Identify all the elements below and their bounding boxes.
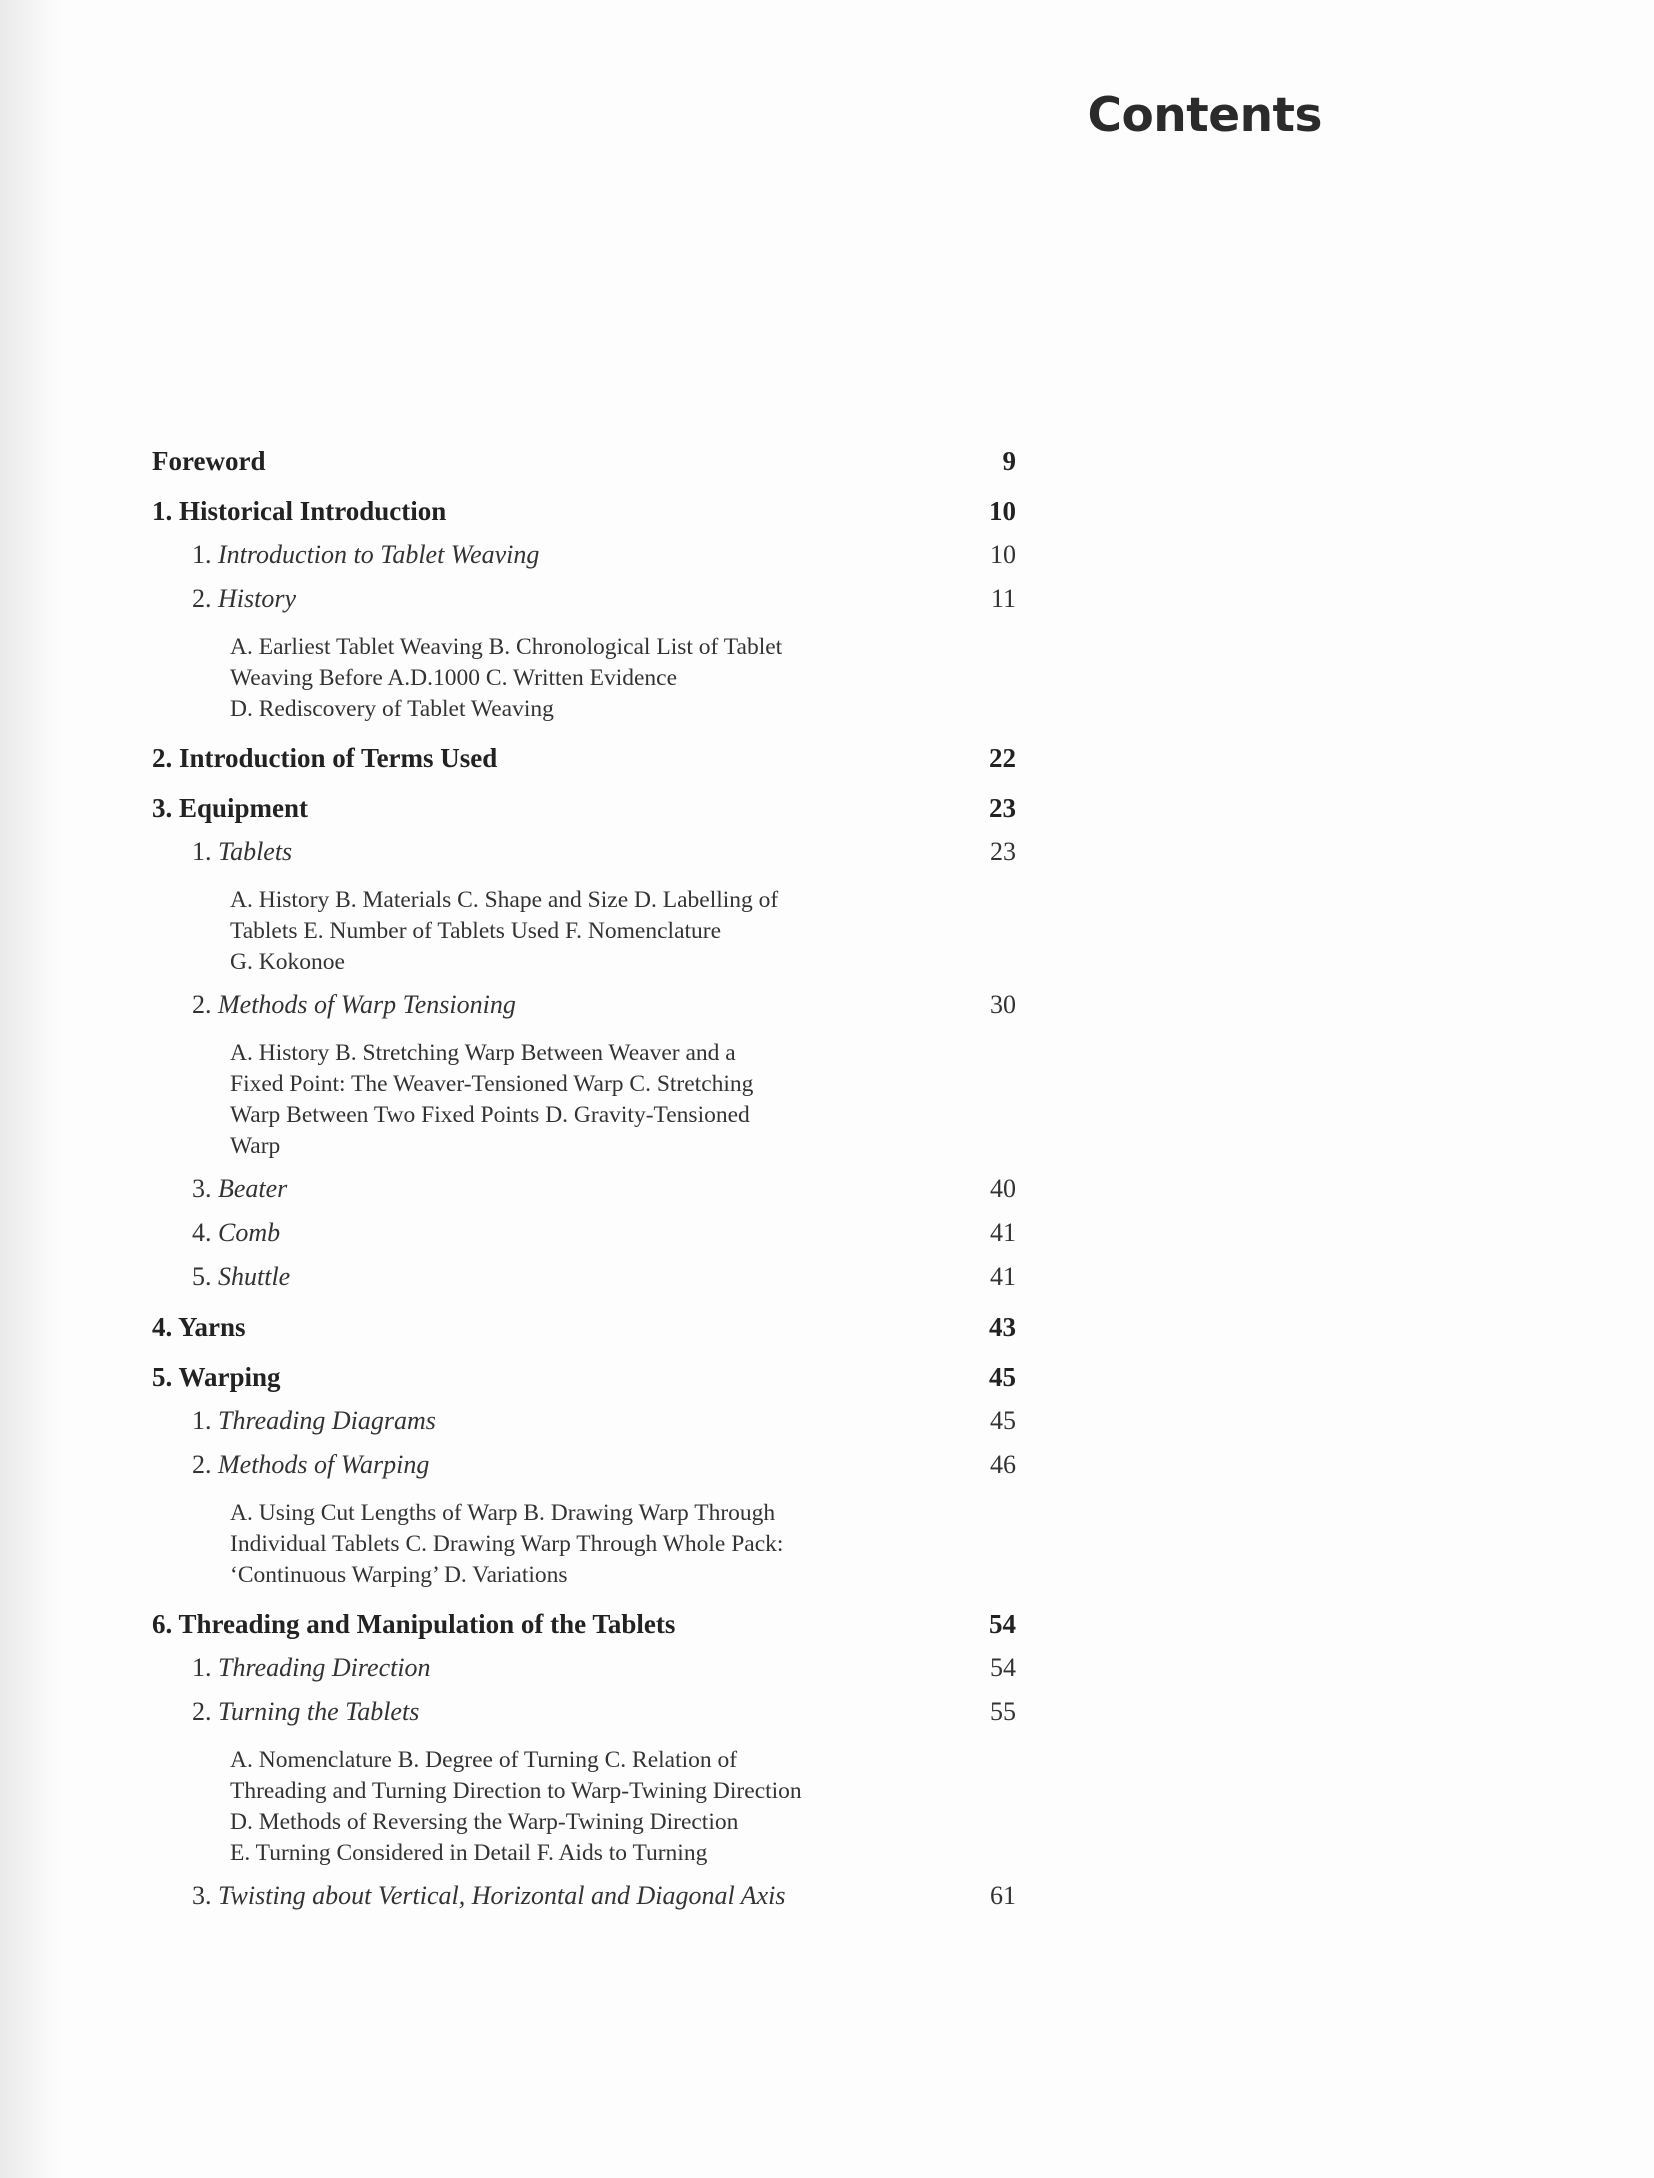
toc-section bbox=[152, 1172, 1016, 1206]
toc-section-title bbox=[192, 1260, 290, 1294]
toc-chapter-title: 4. Yarns bbox=[152, 1312, 246, 1342]
toc-section bbox=[152, 1216, 1016, 1250]
toc-section-number: 2. bbox=[192, 1697, 212, 1726]
toc-section-label: Twisting about Vertical, Horizontal and Diagonal Axis bbox=[218, 1881, 786, 1910]
toc-page-number: 54 bbox=[989, 1609, 1016, 1639]
toc-subtopic-line: ‘Continuous Warping’ D. Variations bbox=[230, 1562, 568, 1588]
toc-subtopics bbox=[152, 1038, 1016, 1162]
toc-chapter bbox=[152, 1360, 1016, 1394]
toc-section-title bbox=[192, 835, 292, 869]
toc-section-title bbox=[192, 1695, 419, 1729]
toc-section-label: Turning the Tablets bbox=[218, 1697, 420, 1726]
toc-section bbox=[152, 582, 1016, 616]
toc-page-number: 9 bbox=[1002, 446, 1016, 476]
toc-page-number: 54 bbox=[990, 1653, 1016, 1682]
toc-section bbox=[152, 988, 1016, 1022]
toc-chapter bbox=[152, 444, 1016, 478]
toc-section bbox=[152, 1448, 1016, 1482]
toc-page-number: 43 bbox=[989, 1312, 1016, 1342]
toc-section bbox=[152, 1879, 1016, 1913]
toc-chapter bbox=[152, 1310, 1016, 1344]
toc-subtopics bbox=[152, 1498, 1016, 1591]
toc-page-number: 23 bbox=[990, 837, 1016, 866]
toc-section-title bbox=[192, 1651, 431, 1685]
toc-page-number: 23 bbox=[989, 793, 1016, 823]
toc-section-number: 1. bbox=[192, 1653, 212, 1682]
toc-section-label: Threading Diagrams bbox=[218, 1406, 436, 1435]
toc-page-number: 22 bbox=[989, 743, 1016, 773]
toc-section-label: Shuttle bbox=[218, 1262, 291, 1291]
toc-section-title bbox=[192, 538, 539, 572]
toc-section-title bbox=[192, 1216, 280, 1250]
toc-page-number: 30 bbox=[990, 990, 1016, 1019]
toc-page-number: 41 bbox=[990, 1218, 1016, 1247]
toc-subtopics bbox=[152, 632, 1016, 725]
toc-subtopic-line: A. History B. Stretching Warp Between Weaver and a bbox=[230, 1040, 736, 1066]
toc-chapter bbox=[152, 741, 1016, 775]
toc-page-number: 41 bbox=[990, 1262, 1016, 1291]
toc-section-number: 3. bbox=[192, 1174, 212, 1203]
page-edge-shadow bbox=[0, 0, 60, 2178]
toc-subtopics bbox=[152, 1745, 1016, 1869]
toc-subtopic-line: A. Earliest Tablet Weaving B. Chronological List of Tablet bbox=[230, 634, 783, 660]
toc-page-number: 61 bbox=[990, 1881, 1016, 1910]
toc-subtopic-line: G. Kokonoe bbox=[230, 949, 345, 975]
toc-section-label: Methods of Warping bbox=[218, 1450, 430, 1479]
toc-subtopic-line: Individual Tablets C. Drawing Warp Through Whole Pack: bbox=[230, 1531, 784, 1557]
toc-section-label: Methods of Warp Tensioning bbox=[218, 990, 516, 1019]
toc-section-title bbox=[192, 1172, 287, 1206]
toc-subtopic-line: Warp bbox=[230, 1133, 281, 1159]
toc-page-number: 55 bbox=[990, 1697, 1016, 1726]
toc-section-label: Beater bbox=[218, 1174, 288, 1203]
toc-chapter bbox=[152, 1607, 1016, 1641]
toc-section-number: 3. bbox=[192, 1881, 212, 1910]
toc-subtopic-line: Warp Between Two Fixed Points D. Gravity-Tensioned bbox=[230, 1102, 750, 1128]
toc-subtopic-line: A. Nomenclature B. Degree of Turning C. Relation of bbox=[230, 1747, 738, 1773]
toc-section-number: 4. bbox=[192, 1218, 212, 1247]
toc-section-number: 5. bbox=[192, 1262, 212, 1291]
toc-section-number: 1. bbox=[192, 1406, 212, 1435]
toc-section-label: Comb bbox=[218, 1218, 281, 1247]
toc-chapter-title: 1. Historical Introduction bbox=[152, 496, 447, 526]
page-title: Contents bbox=[1087, 88, 1322, 143]
toc-subtopic-line: A. Using Cut Lengths of Warp B. Drawing Warp Through bbox=[230, 1500, 776, 1526]
toc-chapter-title: 5. Warping bbox=[152, 1362, 281, 1392]
toc-subtopic-line: A. History B. Materials C. Shape and Size D. Labelling of bbox=[230, 887, 779, 913]
toc-subtopic-line: Weaving Before A.D.1000 C. Written Evidence bbox=[230, 665, 678, 691]
toc-section bbox=[152, 1404, 1016, 1438]
toc-chapter bbox=[152, 494, 1016, 528]
toc-section-title bbox=[192, 1879, 785, 1913]
toc-section-number: 2. bbox=[192, 1450, 212, 1479]
toc-page-number: 10 bbox=[990, 540, 1016, 569]
toc-page-number: 45 bbox=[990, 1406, 1016, 1435]
toc-section-title bbox=[192, 1404, 436, 1438]
toc-page-number: 11 bbox=[990, 584, 1016, 613]
toc-page-number: 10 bbox=[989, 496, 1016, 526]
toc-section-label: Tablets bbox=[218, 837, 293, 866]
toc-chapter-title: Foreword bbox=[152, 446, 266, 476]
toc-section bbox=[152, 1651, 1016, 1685]
toc-section-label: Threading Direction bbox=[218, 1653, 431, 1682]
toc-section-title bbox=[192, 1448, 429, 1482]
toc-section-number: 2. bbox=[192, 990, 212, 1019]
toc-subtopics bbox=[152, 885, 1016, 978]
toc-chapter-title: 2. Introduction of Terms Used bbox=[152, 743, 498, 773]
toc-subtopic-line: D. Rediscovery of Tablet Weaving bbox=[230, 696, 554, 722]
toc-chapter bbox=[152, 791, 1016, 825]
toc-subtopic-line: Fixed Point: The Weaver-Tensioned Warp C. Stretching bbox=[230, 1071, 754, 1097]
toc-page-number: 45 bbox=[989, 1362, 1016, 1392]
toc-section-label: Introduction to Tablet Weaving bbox=[218, 540, 540, 569]
toc-section-title bbox=[192, 582, 296, 616]
toc-section-title bbox=[192, 988, 516, 1022]
toc-section bbox=[152, 1695, 1016, 1729]
toc-subtopic-line: D. Methods of Reversing the Warp-Twining Direction bbox=[230, 1809, 739, 1835]
toc-subtopic-line: Tablets E. Number of Tablets Used F. Nomenclature bbox=[230, 918, 722, 944]
toc-subtopic-line: Threading and Turning Direction to Warp-Twining Direction bbox=[230, 1778, 802, 1804]
toc-chapter-title: 3. Equipment bbox=[152, 793, 309, 823]
toc-section-number: 2. bbox=[192, 584, 212, 613]
toc-section-number: 1. bbox=[192, 540, 212, 569]
table-of-contents bbox=[152, 444, 1016, 1913]
toc-chapter-title: 6. Threading and Manipulation of the Tablets bbox=[152, 1609, 676, 1639]
toc-section-number: 1. bbox=[192, 837, 212, 866]
toc-section bbox=[152, 1260, 1016, 1294]
toc-section bbox=[152, 538, 1016, 572]
toc-subtopic-line: E. Turning Considered in Detail F. Aids to Turning bbox=[230, 1840, 708, 1866]
toc-page-number: 40 bbox=[990, 1174, 1016, 1203]
toc-page-number: 46 bbox=[990, 1450, 1016, 1479]
toc-section-label: History bbox=[218, 584, 296, 613]
toc-section bbox=[152, 835, 1016, 869]
